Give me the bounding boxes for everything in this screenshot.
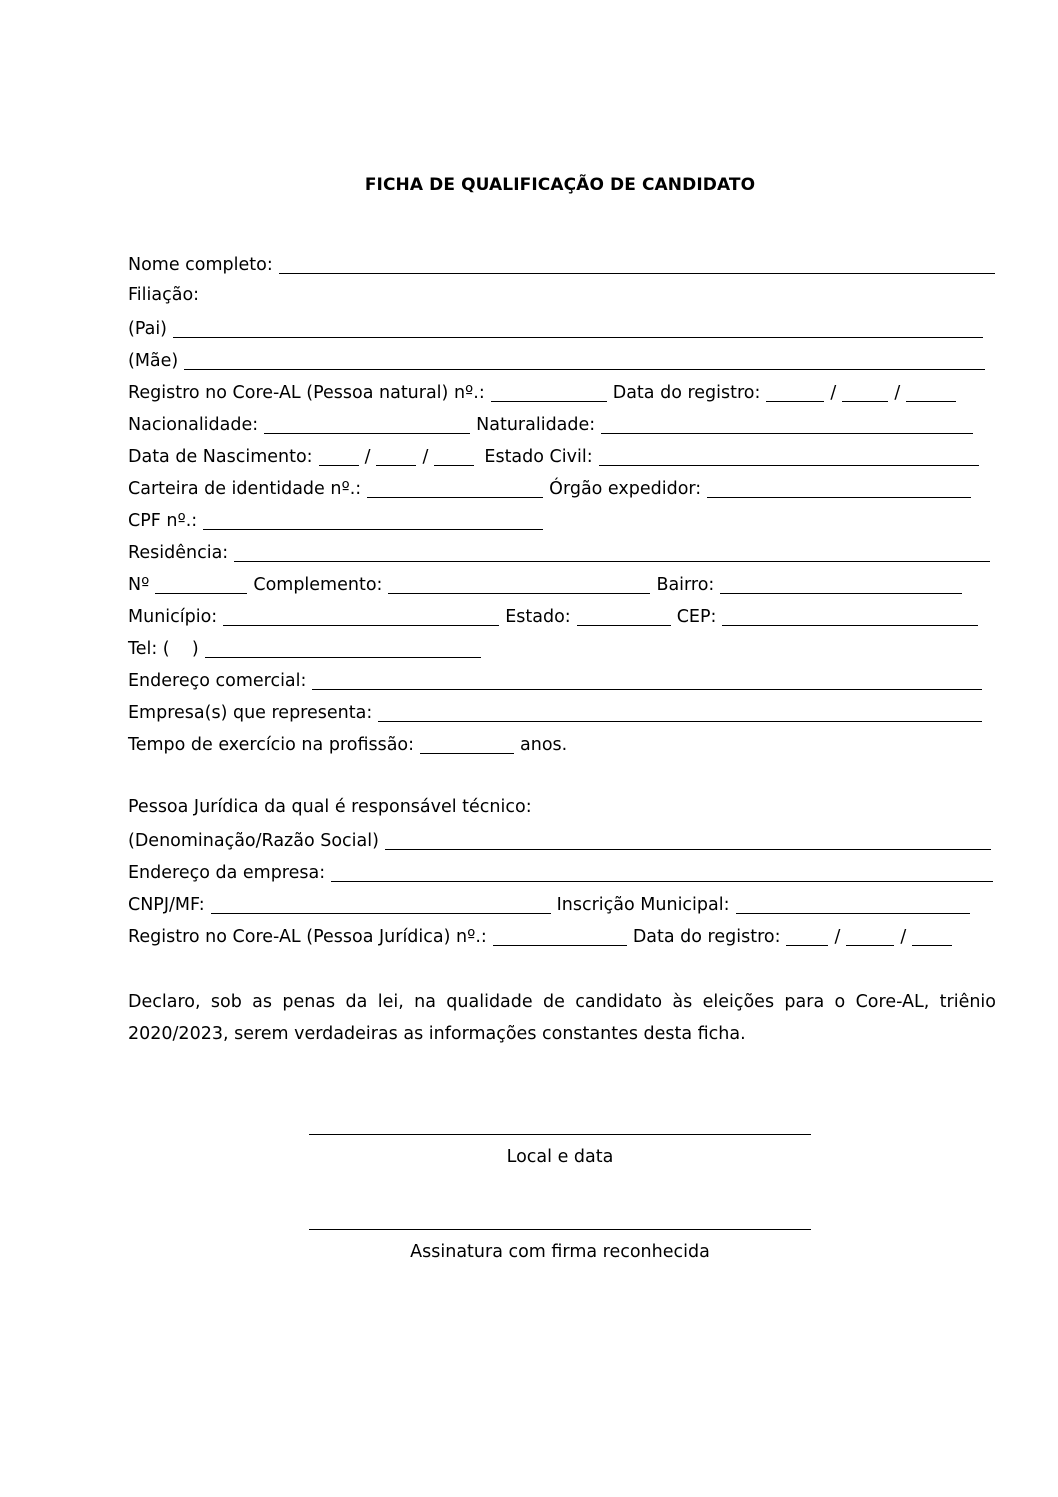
row-mae bbox=[128, 347, 991, 371]
signature-line[interactable] bbox=[309, 1229, 811, 1230]
registro-pn-field[interactable] bbox=[491, 383, 607, 402]
row-municipio bbox=[128, 603, 984, 627]
nascimento-year[interactable] bbox=[434, 447, 474, 466]
identidade-label: Carteira de identidade nº.: bbox=[128, 479, 362, 499]
row-nascimento bbox=[128, 443, 985, 467]
estado-civil-field[interactable] bbox=[599, 447, 979, 466]
cnpj-label: CNPJ/MF: bbox=[128, 895, 205, 915]
orgao-label: Órgão expedidor: bbox=[549, 479, 702, 499]
inscricao-label: Inscrição Municipal: bbox=[556, 895, 730, 915]
tel-label: Tel: ( ) bbox=[128, 639, 199, 659]
data-nascimento-label: Data de Nascimento: bbox=[128, 447, 313, 467]
slash: / bbox=[830, 383, 837, 403]
row-cnpj bbox=[128, 891, 976, 915]
municipio-label: Município: bbox=[128, 607, 218, 627]
anos-label: anos. bbox=[520, 735, 568, 755]
row-filiacao bbox=[128, 283, 199, 307]
data-registro-pj-month[interactable] bbox=[846, 927, 894, 946]
row-numero bbox=[128, 571, 968, 595]
denominacao-field[interactable] bbox=[385, 831, 991, 850]
nascimento-day[interactable] bbox=[319, 447, 359, 466]
signature-caption: Assinatura com firma reconhecida bbox=[410, 1242, 710, 1262]
complemento-field[interactable] bbox=[388, 575, 650, 594]
slash: / bbox=[894, 383, 901, 403]
nacionalidade-field[interactable] bbox=[264, 415, 470, 434]
local-data-caption: Local e data bbox=[506, 1147, 614, 1167]
numero-field[interactable] bbox=[155, 575, 247, 594]
estado-label: Estado: bbox=[505, 607, 571, 627]
pai-field[interactable] bbox=[173, 319, 983, 338]
complemento-label: Complemento: bbox=[253, 575, 383, 595]
tempo-field[interactable] bbox=[420, 735, 514, 754]
estado-field[interactable] bbox=[577, 607, 671, 626]
row-tel bbox=[128, 635, 487, 659]
estado-civil-label: Estado Civil: bbox=[484, 447, 593, 467]
cnpj-field[interactable] bbox=[211, 895, 551, 914]
endereco-comercial-field[interactable] bbox=[312, 671, 982, 690]
slash: / bbox=[900, 927, 907, 947]
row-registro-pj bbox=[128, 923, 958, 947]
municipio-field[interactable] bbox=[223, 607, 499, 626]
identidade-field[interactable] bbox=[367, 479, 543, 498]
form-title: FICHA DE QUALIFICAÇÃO DE CANDIDATO bbox=[364, 175, 756, 195]
row-cpf bbox=[128, 507, 549, 531]
nome-field[interactable] bbox=[279, 255, 995, 274]
row-tempo bbox=[128, 731, 567, 755]
endereco-empresa-field[interactable] bbox=[331, 863, 993, 882]
row-nacionalidade bbox=[128, 411, 979, 435]
cpf-field[interactable] bbox=[203, 511, 543, 530]
data-registro-pj-day[interactable] bbox=[786, 927, 828, 946]
row-endereco-empresa bbox=[128, 859, 999, 883]
slash: / bbox=[422, 447, 429, 467]
slash: / bbox=[364, 447, 371, 467]
row-pj-header bbox=[128, 795, 532, 819]
row-registro-pn bbox=[128, 379, 962, 403]
mae-label: (Mãe) bbox=[128, 351, 179, 371]
naturalidade-field[interactable] bbox=[601, 415, 973, 434]
data-registro-label: Data do registro: bbox=[612, 383, 761, 403]
data-registro-month[interactable] bbox=[842, 383, 888, 402]
nacionalidade-label: Nacionalidade: bbox=[128, 415, 259, 435]
empresas-label: Empresa(s) que representa: bbox=[128, 703, 373, 723]
bairro-label: Bairro: bbox=[656, 575, 715, 595]
naturalidade-label: Naturalidade: bbox=[476, 415, 596, 435]
cep-field[interactable] bbox=[722, 607, 978, 626]
data-registro-pj-label: Data do registro: bbox=[632, 927, 781, 947]
row-identidade bbox=[128, 475, 977, 499]
data-registro-year[interactable] bbox=[906, 383, 956, 402]
data-registro-pj-year[interactable] bbox=[912, 927, 952, 946]
declaration-text: Declaro, sob as penas da lei, na qualidade de candidato às eleições para o Core-AL, triênio 2020/2023, serem verdadeiras as informações constantes desta ficha. bbox=[128, 992, 996, 1044]
mae-field[interactable] bbox=[184, 351, 985, 370]
endereco-empresa-label: Endereço da empresa: bbox=[128, 863, 326, 883]
tel-field[interactable] bbox=[205, 639, 481, 658]
row-residencia bbox=[128, 539, 996, 563]
numero-label: Nº bbox=[128, 575, 150, 595]
empresas-field[interactable] bbox=[378, 703, 982, 722]
filiacao-label: Filiação: bbox=[128, 285, 200, 305]
local-data-line[interactable] bbox=[309, 1134, 811, 1135]
row-denominacao bbox=[128, 827, 997, 851]
tempo-label: Tempo de exercício na profissão: bbox=[128, 735, 415, 755]
bairro-field[interactable] bbox=[720, 575, 962, 594]
cep-label: CEP: bbox=[676, 607, 717, 627]
inscricao-field[interactable] bbox=[736, 895, 970, 914]
residencia-label: Residência: bbox=[128, 543, 229, 563]
slash: / bbox=[834, 927, 841, 947]
registro-pj-field[interactable] bbox=[493, 927, 627, 946]
row-endereco-comercial bbox=[128, 667, 988, 691]
data-registro-day[interactable] bbox=[766, 383, 824, 402]
residencia-field[interactable] bbox=[234, 543, 990, 562]
denominacao-label: (Denominação/Razão Social) bbox=[128, 831, 379, 851]
row-empresas bbox=[128, 699, 988, 723]
nascimento-month[interactable] bbox=[376, 447, 416, 466]
cpf-label: CPF nº.: bbox=[128, 511, 198, 531]
pj-header: Pessoa Jurídica da qual é responsável técnico: bbox=[128, 797, 532, 817]
nome-label: Nome completo: bbox=[128, 255, 273, 275]
endereco-comercial-label: Endereço comercial: bbox=[128, 671, 307, 691]
pai-label: (Pai) bbox=[128, 319, 168, 339]
row-nome bbox=[128, 251, 1001, 275]
registro-pj-label: Registro no Core-AL (Pessoa Jurídica) nº.: bbox=[128, 927, 487, 947]
orgao-field[interactable] bbox=[707, 479, 971, 498]
row-pai bbox=[128, 315, 989, 339]
registro-pn-label: Registro no Core-AL (Pessoa natural) nº.: bbox=[128, 383, 485, 403]
